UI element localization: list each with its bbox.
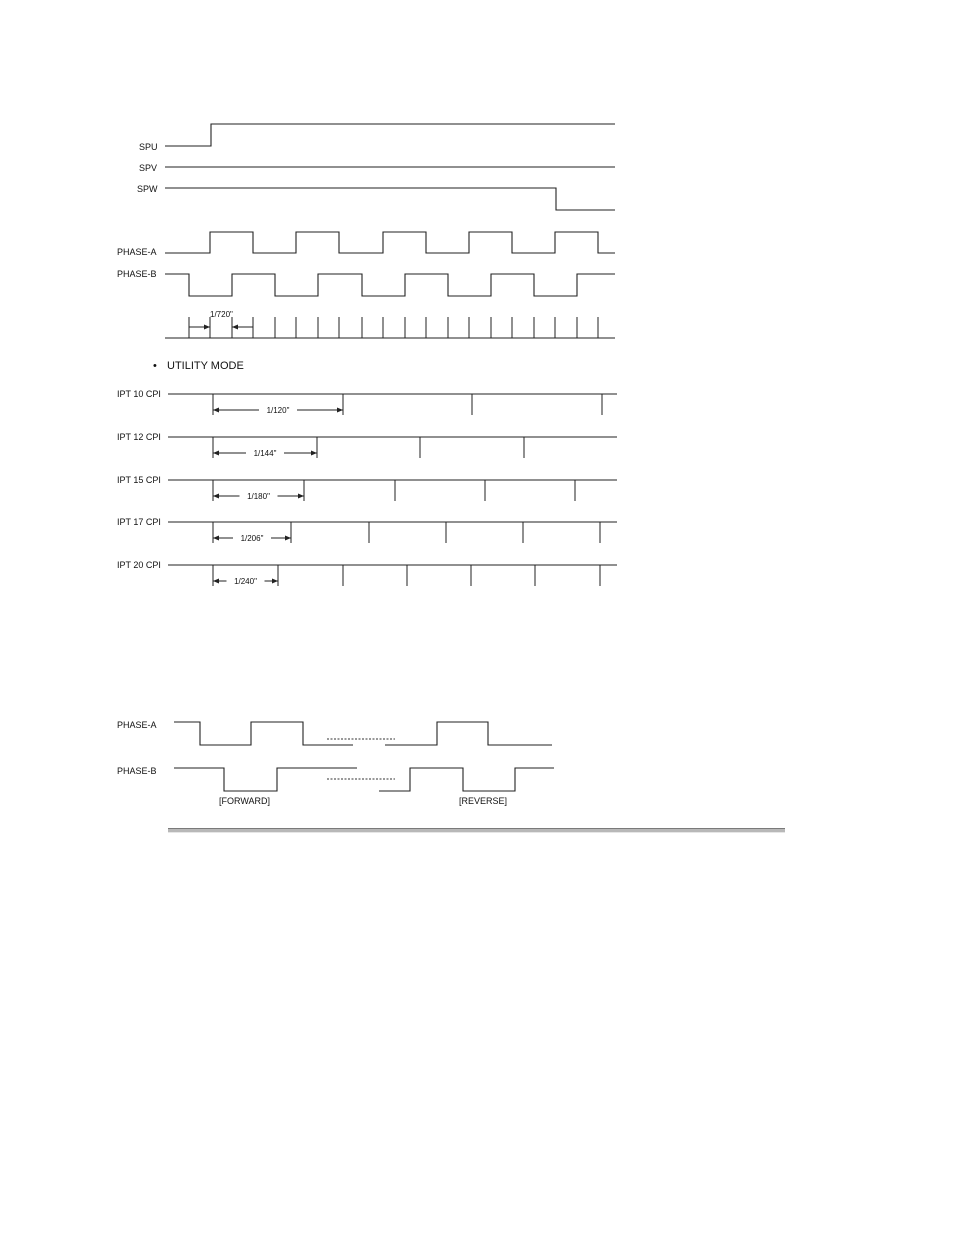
direction-phase-b-left: [174, 768, 357, 791]
phase-b-waveform: [165, 274, 615, 296]
spu-label: SPU: [139, 142, 158, 152]
utility-row-label: IPT 10 CPI: [117, 389, 161, 399]
utility-row-label: IPT 20 CPI: [117, 560, 161, 570]
pitch-label: 1/720": [210, 310, 233, 319]
pitch-arrowhead-left: [213, 451, 219, 456]
pitch-arrowhead-right: [298, 494, 304, 499]
direction-phase-a-right: [385, 722, 552, 745]
phase-b-label: PHASE-B: [117, 269, 157, 279]
pitch-arrowhead-right: [285, 536, 291, 541]
utility-bullet: •: [153, 360, 157, 372]
pitch-arrowhead-left: [204, 325, 210, 330]
pitch-arrowhead-left: [213, 579, 219, 584]
utility-rows: [117, 389, 617, 586]
horizontal-rule: [168, 828, 785, 833]
pitch-arrowhead-right: [311, 451, 317, 456]
pitch-arrowhead-right: [337, 408, 343, 413]
utility-row: [117, 517, 617, 543]
spu-waveform: [165, 124, 615, 146]
utility-row: [117, 560, 617, 586]
utility-row-label: IPT 15 CPI: [117, 475, 161, 485]
direction-phase-a-left: [174, 722, 353, 745]
spw-label: SPW: [137, 184, 158, 194]
reverse-label: [REVERSE]: [459, 796, 508, 806]
utility-row-pitch: 1/240": [234, 577, 257, 586]
pitch-arrowhead-left: [213, 536, 219, 541]
utility-row-pitch: 1/206": [240, 534, 264, 543]
pitch-arrowhead-left: [213, 494, 219, 499]
utility-row-pitch: 1/144": [253, 449, 277, 458]
phase-a-label: PHASE-A: [117, 247, 157, 257]
utility-row: [117, 475, 617, 501]
utility-mode-title: UTILITY MODE: [167, 360, 244, 372]
direction-phase-a-label: PHASE-A: [117, 720, 157, 730]
direction-phase-b-right: [379, 768, 554, 791]
motor-phase-section: [117, 124, 615, 338]
pitch-arrowhead-right: [272, 579, 278, 584]
phase-a-waveform: [165, 232, 615, 253]
utility-row-pitch: 1/120": [266, 406, 290, 415]
pitch-arrowhead-left: [213, 408, 219, 413]
utility-row-label: IPT 12 CPI: [117, 432, 161, 442]
utility-row: [117, 389, 617, 415]
direction-phase-b-label: PHASE-B: [117, 766, 157, 776]
spw-waveform: [165, 188, 615, 210]
utility-mode-section: [117, 360, 617, 586]
spv-label: SPV: [139, 163, 158, 173]
forward-label: [FORWARD]: [219, 796, 270, 806]
pitch-arrowhead-right: [232, 325, 238, 330]
utility-row: [117, 432, 617, 458]
utility-row-label: IPT 17 CPI: [117, 517, 161, 527]
utility-row-pitch: 1/180": [247, 492, 270, 501]
direction-section: [117, 720, 554, 806]
